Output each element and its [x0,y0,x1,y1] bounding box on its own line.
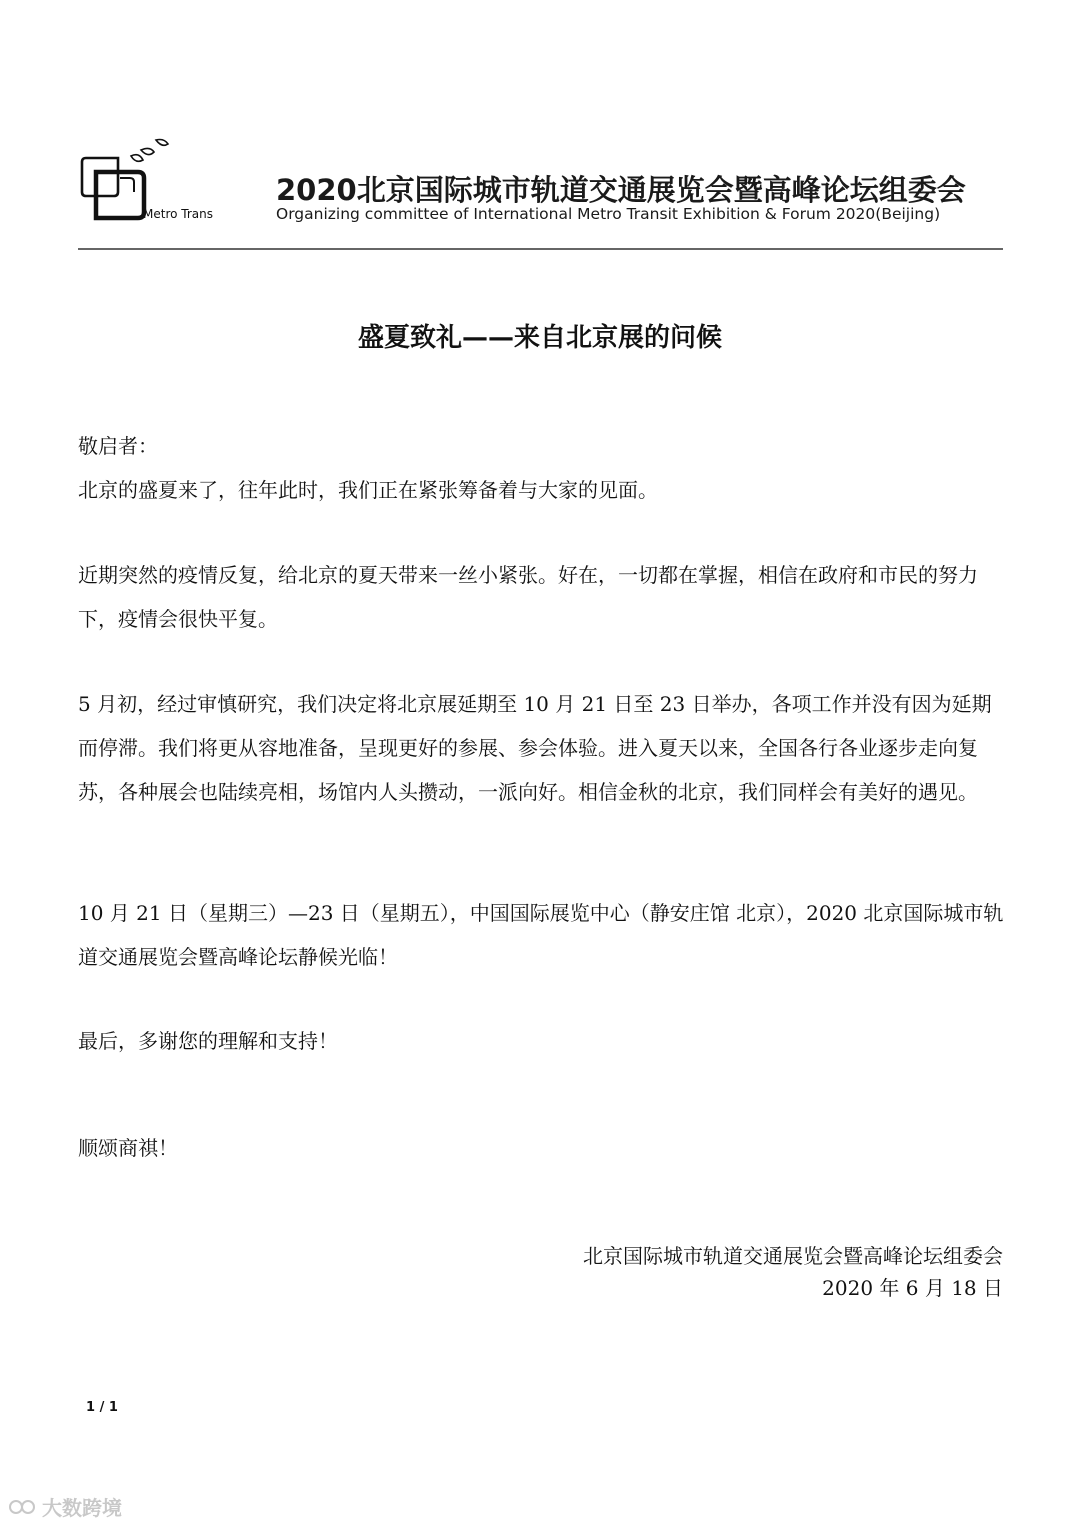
paragraph: 5 月初，经过审慎研究，我们决定将北京展延期至 10 月 21 日至 23 日举办，各项工作并没有因为延期而停滞。我们将更从容地准备，呈现更好的参展、参会体验。进入夏天以来，全国各行各业逐步走向复苏，各种展会也陆续亮相，场馆内人头攒动，一派向好。相信金秋的北京，我们同样会有美好的遇见。 [78,692,992,804]
watermark [8,1492,122,1521]
header-divider [78,248,1003,250]
paragraph: 北京的盛夏来了，往年此时，我们正在紧张筹备着与大家的见面。 [78,478,658,502]
signature-organization: 北京国际城市轨道交通展览会暨高峰论坛组委会 [583,1244,1003,1268]
page-number: 1 / 1 [86,1400,118,1415]
paragraph: 近期突然的疫情反复，给北京的夏天带来一丝小紧张。好在，一切都在掌握，相信在政府和市民的努力下，疫情会很快平复。 [78,563,978,631]
org-name-chinese: 2020北京国际城市轨道交通展览会暨高峰论坛组委会 [276,173,966,207]
paragraph: 10 月 21 日（星期三）—23 日（星期五），中国国际展览中心（静安庄馆 北京），2020 北京国际城市轨道交通展览会暨高峰论坛静候光临！ [78,901,1004,969]
salutation: 敬启者： [78,434,158,458]
org-name-english: Organizing committee of International Metro Transit Exhibition & Forum 2020(Beijing) [276,205,941,223]
signature-date: 2020 年 6 月 18 日 [822,1276,1003,1300]
document-title: 盛夏致礼——来自北京展的问候 [357,323,722,353]
signature-block [583,1240,1003,1304]
paragraph: 最后，多谢您的理解和支持！ [78,1029,338,1053]
closing-greeting: 顺颂商祺！ [78,1136,178,1160]
logo-caption: Metro Trans [143,207,213,221]
watermark-text: 大数跨境 [42,1496,122,1520]
watermark-logo-icon [8,1497,38,1517]
